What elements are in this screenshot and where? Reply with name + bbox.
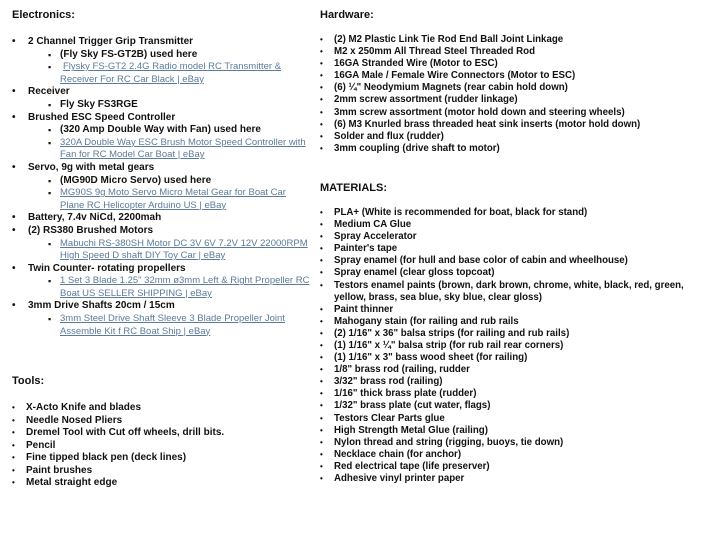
electronics-item: • 2 Channel Trigger Grip Transmitter [12, 36, 312, 49]
material-item: • (1) 1/16" x 3" bass wood sheet (for railing) [320, 352, 712, 364]
hardware-item: • 3mm coupling (drive shaft to motor) [320, 143, 712, 155]
tools-heading: Tools: [12, 375, 45, 388]
hardware-item: • (6) M3 Knurled brass threaded heat sink inserts (motor hold down) [320, 119, 712, 131]
ebay-link[interactable]: Flysky FS-GT2 2.4G Radio model RC Transmitter & Receiver For RC Car Black | eBay [60, 61, 282, 85]
electronics-subitem: ▪ (MG90D Micro Servo) used here [12, 175, 312, 188]
hardware-item: • 3mm screw assortment (motor hold down and steering wheels) [320, 107, 712, 119]
material-item: • 3/32" brass rod (railing) [320, 376, 712, 388]
tool-item: • Metal straight edge [12, 477, 312, 490]
material-item: • Spray enamel (for hull and base color of cabin and wheelhouse) [320, 255, 712, 267]
material-item: • PLA+ (White is recommended for boat, black for stand) [320, 207, 712, 219]
hardware-item: • 16GA Male / Female Wire Connectors (Motor to ESC) [320, 70, 712, 82]
material-item: • 1/8" brass rod (railing, rudder [320, 364, 712, 376]
ebay-link[interactable]: MG90S 9g Moto Servo Micro Metal Gear for Boat Car Plane RC Helicopter Arduino US | eBay [60, 187, 286, 211]
tool-item: • Paint brushes [12, 465, 312, 478]
material-item: • Spray enamel (clear gloss topcoat) [320, 267, 712, 279]
tool-item: • Needle Nosed Pliers [12, 415, 312, 428]
ebay-link[interactable]: Mabuchi RS-380SH Motor DC 3V 6V 7.2V 12V 22000RPM High Speed D shaft DIY Toy Car | eBay [60, 237, 308, 262]
hardware-heading: Hardware: [320, 9, 374, 21]
material-item: • Spray Accelerator [320, 231, 712, 243]
tools-list [12, 402, 312, 490]
ebay-link[interactable]: 3mm Steel Drive Shaft Sleeve 3 Blade Propeller Joint Assemble Kit f RC Boat Ship | eBay [60, 313, 285, 337]
material-item: • Red electrical tape (life preserver) [320, 461, 712, 473]
tool-item: • Pencil [12, 440, 312, 453]
material-item: • Adhesive vinyl printer paper [320, 473, 712, 485]
electronics-item: • (2) RS380 Brushed Motors [12, 225, 312, 238]
ebay-link-item [12, 313, 312, 338]
materials-list [320, 207, 712, 485]
material-item: • (2) 1/16" x 36" balsa strips (for railing and rub rails) [320, 328, 712, 340]
electronics-item: • Servo, 9g with metal gears [12, 162, 312, 175]
hardware-item: • 16GA Stranded Wire (Motor to ESC) [320, 58, 712, 70]
electronics-item: • Twin Counter- rotating propellers [12, 263, 312, 276]
electronics-subitem: ▪ Fly Sky FS3RGE [12, 99, 312, 112]
ebay-link-item [12, 61, 312, 86]
left-column [12, 8, 312, 490]
ebay-link[interactable]: 1 Set 3 Blade 1.25" 32mm ø3mm Left & Right Propeller RC Boat US SELLER SHIPPING | eBay [60, 275, 310, 299]
tool-item: • Fine tipped black pen (deck lines) [12, 452, 312, 465]
material-item: • Mahogany stain (for railing and rub rails [320, 316, 712, 328]
material-item: • Necklace chain (for anchor) [320, 449, 712, 461]
material-item: • Medium CA Glue [320, 219, 712, 231]
electronics-heading: Electronics: [12, 9, 75, 21]
hardware-item: • Solder and flux (rudder) [320, 131, 712, 143]
material-item: • Nylon thread and string (rigging, buoys, tie down) [320, 437, 712, 449]
material-item: • Testors Clear Parts glue [320, 413, 712, 425]
hardware-item: • M2 x 250mm All Thread Steel Threaded Rod [320, 46, 712, 58]
electronics-subitem: ▪ (Fly Sky FS-GT2B) used here [12, 49, 312, 62]
hardware-item: • (6) ¼" Neodymium Magnets (rear cabin hold down) [320, 82, 712, 94]
electronics-item: • Brushed ESC Speed Controller [12, 112, 312, 125]
ebay-link-item [12, 137, 312, 162]
material-item: • 1/32" brass plate (cut water, flags) [320, 400, 712, 412]
hardware-item: • 2mm screw assortment (rudder linkage) [320, 94, 712, 106]
material-item: • Paint thinner [320, 304, 712, 316]
tool-item: • Dremel Tool with Cut off wheels, drill bits. [12, 427, 312, 440]
electronics-item: • Receiver [12, 86, 312, 99]
hardware-list [320, 34, 712, 155]
material-item: • 1/16" thick brass plate (rudder) [320, 388, 712, 400]
material-item: • (1) 1/16" x ¼" balsa strip (for rub rail rear corners) [320, 340, 712, 352]
electronics-item: • Battery, 7.4v NiCd, 2200mah [12, 212, 312, 225]
electronics-item: • 3mm Drive Shafts 20cm / 15cm [12, 300, 312, 313]
material-item: • Testors enamel paints (brown, dark brown, chrome, white, black, red, green, yellow, brass, sea blue, sky blue, clear gloss) [320, 280, 712, 304]
electronics-subitem: ▪ (320 Amp Double Way with Fan) used here [12, 124, 312, 137]
ebay-link[interactable]: 320A Double Way ESC Brush Motor Speed Controller with Fan for RC Model Car Boat | eBay [60, 136, 306, 161]
electronics-list [12, 36, 312, 338]
ebay-link-item [12, 275, 312, 300]
materials-heading: MATERIALS: [320, 181, 388, 194]
right-column [320, 8, 712, 485]
ebay-link-item [12, 238, 312, 263]
ebay-link-item [12, 187, 312, 212]
material-item: • Painter's tape [320, 243, 712, 255]
material-item: • High Strength Metal Glue (railing) [320, 425, 712, 437]
tool-item: • X-Acto Knife and blades [12, 402, 312, 415]
hardware-item: • (2) M2 Plastic Link Tie Rod End Ball Joint Linkage [320, 34, 712, 46]
